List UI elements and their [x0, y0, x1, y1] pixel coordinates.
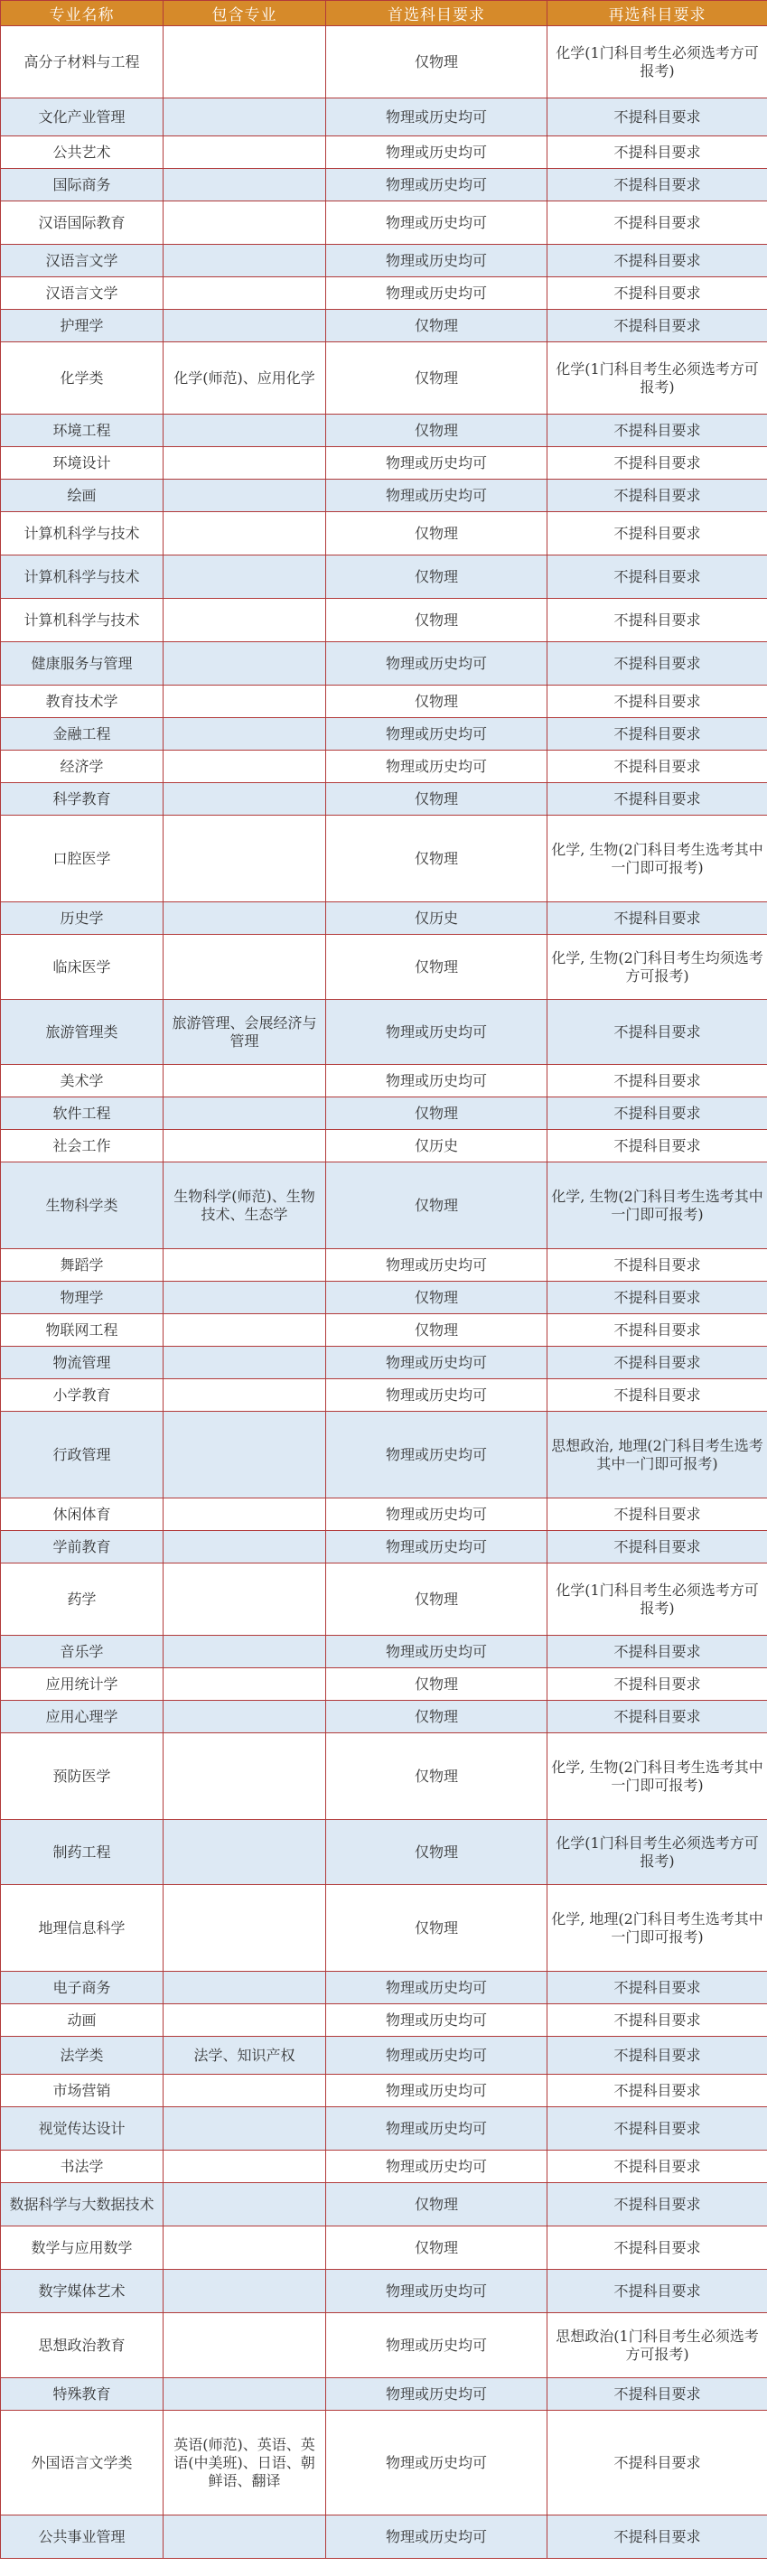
major-name-cell: 思想政治教育: [1, 2313, 164, 2378]
first-subject-cell: 物理或历史均可: [326, 642, 547, 686]
header-second-subject: 再选科目要求: [547, 1, 767, 26]
major-name-cell: 数据科学与大数据技术: [1, 2183, 164, 2226]
major-name-cell: 国际商务: [1, 169, 164, 201]
first-subject-cell: 物理或历史均可: [326, 1972, 547, 2004]
second-subject-cell: 不提科目要求: [547, 310, 767, 342]
first-subject-cell: 仅物理: [326, 816, 547, 902]
second-subject-cell: 不提科目要求: [547, 2378, 767, 2411]
included-majors-cell: [164, 26, 326, 98]
table-row: [1, 1563, 767, 1636]
major-name-cell: 地理信息科学: [1, 1885, 164, 1972]
table-row: [1, 342, 767, 415]
first-subject-cell: 物理或历史均可: [326, 1347, 547, 1379]
second-subject-cell: 不提科目要求: [547, 415, 767, 447]
table-row: [1, 1972, 767, 2004]
included-majors-cell: [164, 783, 326, 816]
major-name-cell: 数学与应用数学: [1, 2226, 164, 2270]
included-majors-cell: [164, 310, 326, 342]
table-row: [1, 1498, 767, 1531]
first-subject-cell: 仅物理: [326, 415, 547, 447]
included-majors-cell: [164, 555, 326, 599]
second-subject-cell: 化学, 生物(2门科目考生均须选考方可报考): [547, 935, 767, 1000]
first-subject-cell: 物理或历史均可: [326, 277, 547, 310]
major-name-cell: 科学教育: [1, 783, 164, 816]
included-majors-cell: 旅游管理、会展经济与管理: [164, 1000, 326, 1065]
table-row: [1, 902, 767, 935]
second-subject-cell: 不提科目要求: [547, 245, 767, 277]
table-row: [1, 512, 767, 555]
included-majors-cell: [164, 136, 326, 169]
second-subject-cell: 化学(1门科目考生必须选考方可报考): [547, 1563, 767, 1636]
table-header-row: [1, 1, 767, 26]
table-row: [1, 1314, 767, 1347]
first-subject-cell: 仅物理: [326, 26, 547, 98]
included-majors-cell: [164, 686, 326, 718]
first-subject-cell: 物理或历史均可: [326, 1379, 547, 1412]
major-name-cell: 数字媒体艺术: [1, 2270, 164, 2313]
major-name-cell: 社会工作: [1, 1130, 164, 1162]
first-subject-cell: 仅历史: [326, 902, 547, 935]
table-row: [1, 1701, 767, 1733]
included-majors-cell: [164, 2183, 326, 2226]
major-name-cell: 市场营销: [1, 2075, 164, 2107]
major-name-cell: 金融工程: [1, 718, 164, 751]
major-name-cell: 美术学: [1, 1065, 164, 1097]
included-majors-cell: 化学(师范)、应用化学: [164, 342, 326, 415]
table-row: [1, 1733, 767, 1820]
first-subject-cell: 物理或历史均可: [326, 751, 547, 783]
second-subject-cell: 不提科目要求: [547, 1249, 767, 1282]
table-row: [1, 1636, 767, 1668]
major-name-cell: 休闲体育: [1, 1498, 164, 1531]
first-subject-cell: 物理或历史均可: [326, 98, 547, 136]
table-row: [1, 1097, 767, 1130]
table-row: [1, 310, 767, 342]
table-row: [1, 555, 767, 599]
included-majors-cell: [164, 1972, 326, 2004]
major-name-cell: 法学类: [1, 2037, 164, 2075]
second-subject-cell: 化学(1门科目考生必须选考方可报考): [547, 342, 767, 415]
table-row: [1, 1065, 767, 1097]
table-row: [1, 1379, 767, 1412]
second-subject-cell: 不提科目要求: [547, 2107, 767, 2151]
major-name-cell: 计算机科学与技术: [1, 599, 164, 642]
table-row: [1, 1249, 767, 1282]
table-row: [1, 2515, 767, 2559]
table-row: [1, 1885, 767, 1972]
included-majors-cell: [164, 1498, 326, 1531]
major-name-cell: 物理学: [1, 1282, 164, 1314]
major-name-cell: 学前教育: [1, 1531, 164, 1563]
second-subject-cell: 不提科目要求: [547, 2151, 767, 2183]
included-majors-cell: [164, 1563, 326, 1636]
table-row: [1, 201, 767, 245]
second-subject-cell: 思想政治, 地理(2门科目考生选考其中一门即可报考): [547, 1412, 767, 1498]
first-subject-cell: 物理或历史均可: [326, 1412, 547, 1498]
major-name-cell: 舞蹈学: [1, 1249, 164, 1282]
first-subject-cell: 物理或历史均可: [326, 1498, 547, 1531]
second-subject-cell: 不提科目要求: [547, 447, 767, 480]
included-majors-cell: [164, 1314, 326, 1347]
major-name-cell: 口腔医学: [1, 816, 164, 902]
included-majors-cell: [164, 2151, 326, 2183]
table-row: [1, 2313, 767, 2378]
first-subject-cell: 仅物理: [326, 783, 547, 816]
first-subject-cell: 物理或历史均可: [326, 201, 547, 245]
second-subject-cell: 化学, 生物(2门科目考生选考其中一门即可报考): [547, 1733, 767, 1820]
included-majors-cell: [164, 1097, 326, 1130]
second-subject-cell: 思想政治(1门科目考生必须选考方可报考): [547, 2313, 767, 2378]
included-majors-cell: [164, 512, 326, 555]
second-subject-cell: 不提科目要求: [547, 751, 767, 783]
table-row: [1, 2037, 767, 2075]
table-row: [1, 169, 767, 201]
second-subject-cell: 不提科目要求: [547, 1000, 767, 1065]
major-name-cell: 公共事业管理: [1, 2515, 164, 2559]
included-majors-cell: [164, 1130, 326, 1162]
first-subject-cell: 仅物理: [326, 555, 547, 599]
first-subject-cell: 仅物理: [326, 2183, 547, 2226]
included-majors-cell: [164, 480, 326, 512]
included-majors-cell: [164, 2004, 326, 2037]
second-subject-cell: 不提科目要求: [547, 902, 767, 935]
second-subject-cell: 不提科目要求: [547, 277, 767, 310]
major-name-cell: 绘画: [1, 480, 164, 512]
second-subject-cell: 不提科目要求: [547, 642, 767, 686]
first-subject-cell: 物理或历史均可: [326, 2515, 547, 2559]
table-row: [1, 415, 767, 447]
table-row: [1, 718, 767, 751]
major-name-cell: 预防医学: [1, 1733, 164, 1820]
first-subject-cell: 仅物理: [326, 512, 547, 555]
included-majors-cell: [164, 1282, 326, 1314]
first-subject-cell: 仅物理: [326, 1282, 547, 1314]
table-row: [1, 1162, 767, 1249]
major-name-cell: 环境工程: [1, 415, 164, 447]
included-majors-cell: 法学、知识产权: [164, 2037, 326, 2075]
first-subject-cell: 物理或历史均可: [326, 2411, 547, 2515]
table-row: [1, 1347, 767, 1379]
table-row: [1, 816, 767, 902]
second-subject-cell: 不提科目要求: [547, 2004, 767, 2037]
first-subject-cell: 物理或历史均可: [326, 1636, 547, 1668]
second-subject-cell: 不提科目要求: [547, 1379, 767, 1412]
table-row: [1, 1820, 767, 1885]
included-majors-cell: [164, 2107, 326, 2151]
second-subject-cell: 不提科目要求: [547, 718, 767, 751]
table-row: [1, 783, 767, 816]
major-name-cell: 物联网工程: [1, 1314, 164, 1347]
major-name-cell: 特殊教育: [1, 2378, 164, 2411]
included-majors-cell: [164, 1412, 326, 1498]
header-included-majors: 包含专业: [164, 1, 326, 26]
table-row: [1, 2004, 767, 2037]
included-majors-cell: [164, 447, 326, 480]
included-majors-cell: [164, 201, 326, 245]
first-subject-cell: 仅物理: [326, 342, 547, 415]
included-majors-cell: [164, 816, 326, 902]
major-name-cell: 文化产业管理: [1, 98, 164, 136]
table-row: [1, 2075, 767, 2107]
first-subject-cell: 仅物理: [326, 1668, 547, 1701]
second-subject-cell: 化学, 生物(2门科目考生选考其中一门即可报考): [547, 816, 767, 902]
second-subject-cell: 不提科目要求: [547, 1347, 767, 1379]
table-row: [1, 98, 767, 136]
major-name-cell: 外国语言文学类: [1, 2411, 164, 2515]
table-row: [1, 2183, 767, 2226]
table-row: [1, 1668, 767, 1701]
major-name-cell: 化学类: [1, 342, 164, 415]
included-majors-cell: [164, 751, 326, 783]
major-name-cell: 小学教育: [1, 1379, 164, 1412]
second-subject-cell: 化学(1门科目考生必须选考方可报考): [547, 1820, 767, 1885]
table-row: [1, 1000, 767, 1065]
second-subject-cell: 不提科目要求: [547, 2226, 767, 2270]
included-majors-cell: [164, 415, 326, 447]
second-subject-cell: 化学(1门科目考生必须选考方可报考): [547, 26, 767, 98]
table-row: [1, 642, 767, 686]
major-name-cell: 音乐学: [1, 1636, 164, 1668]
second-subject-cell: 不提科目要求: [547, 1531, 767, 1563]
table-row: [1, 2226, 767, 2270]
first-subject-cell: 仅物理: [326, 2226, 547, 2270]
table-row: [1, 136, 767, 169]
first-subject-cell: 仅物理: [326, 310, 547, 342]
first-subject-cell: 物理或历史均可: [326, 718, 547, 751]
first-subject-cell: 物理或历史均可: [326, 2270, 547, 2313]
included-majors-cell: [164, 2075, 326, 2107]
second-subject-cell: 不提科目要求: [547, 1668, 767, 1701]
major-name-cell: 应用心理学: [1, 1701, 164, 1733]
table-row: [1, 599, 767, 642]
second-subject-cell: 不提科目要求: [547, 1065, 767, 1097]
included-majors-cell: [164, 642, 326, 686]
first-subject-cell: 仅物理: [326, 935, 547, 1000]
first-subject-cell: 仅物理: [326, 1563, 547, 1636]
included-majors-cell: [164, 1531, 326, 1563]
second-subject-cell: 不提科目要求: [547, 201, 767, 245]
second-subject-cell: 不提科目要求: [547, 1636, 767, 1668]
major-name-cell: 动画: [1, 2004, 164, 2037]
included-majors-cell: [164, 245, 326, 277]
included-majors-cell: [164, 2226, 326, 2270]
table-row: [1, 2378, 767, 2411]
second-subject-cell: 不提科目要求: [547, 1498, 767, 1531]
included-majors-cell: 生物科学(师范)、生物技术、生态学: [164, 1162, 326, 1249]
first-subject-cell: 仅物理: [326, 1314, 547, 1347]
second-subject-cell: 不提科目要求: [547, 2183, 767, 2226]
included-majors-cell: [164, 1701, 326, 1733]
major-name-cell: 高分子材料与工程: [1, 26, 164, 98]
first-subject-cell: 仅物理: [326, 686, 547, 718]
first-subject-cell: 仅物理: [326, 1097, 547, 1130]
second-subject-cell: 不提科目要求: [547, 2075, 767, 2107]
second-subject-cell: 不提科目要求: [547, 1314, 767, 1347]
second-subject-cell: 不提科目要求: [547, 1972, 767, 2004]
second-subject-cell: 不提科目要求: [547, 512, 767, 555]
second-subject-cell: 不提科目要求: [547, 2515, 767, 2559]
major-name-cell: 电子商务: [1, 1972, 164, 2004]
major-name-cell: 制药工程: [1, 1820, 164, 1885]
first-subject-cell: 物理或历史均可: [326, 2075, 547, 2107]
table-row: [1, 935, 767, 1000]
included-majors-cell: [164, 1636, 326, 1668]
first-subject-cell: 物理或历史均可: [326, 245, 547, 277]
table-row: [1, 751, 767, 783]
major-name-cell: 药学: [1, 1563, 164, 1636]
second-subject-cell: 化学, 生物(2门科目考生选考其中一门即可报考): [547, 1162, 767, 1249]
first-subject-cell: 物理或历史均可: [326, 2151, 547, 2183]
header-major-name: 专业名称: [1, 1, 164, 26]
second-subject-cell: 不提科目要求: [547, 783, 767, 816]
second-subject-cell: 不提科目要求: [547, 2270, 767, 2313]
table-row: [1, 277, 767, 310]
first-subject-cell: 仅物理: [326, 1162, 547, 1249]
included-majors-cell: [164, 902, 326, 935]
table-row: [1, 1412, 767, 1498]
second-subject-cell: 不提科目要求: [547, 1282, 767, 1314]
major-name-cell: 临床医学: [1, 935, 164, 1000]
included-majors-cell: [164, 1249, 326, 1282]
included-majors-cell: [164, 1347, 326, 1379]
included-majors-cell: [164, 599, 326, 642]
included-majors-cell: [164, 277, 326, 310]
included-majors-cell: [164, 98, 326, 136]
second-subject-cell: 不提科目要求: [547, 555, 767, 599]
second-subject-cell: 不提科目要求: [547, 686, 767, 718]
included-majors-cell: [164, 2270, 326, 2313]
first-subject-cell: 物理或历史均可: [326, 480, 547, 512]
major-name-cell: 环境设计: [1, 447, 164, 480]
first-subject-cell: 物理或历史均可: [326, 447, 547, 480]
second-subject-cell: 不提科目要求: [547, 1701, 767, 1733]
major-name-cell: 汉语国际教育: [1, 201, 164, 245]
included-majors-cell: [164, 1733, 326, 1820]
major-name-cell: 历史学: [1, 902, 164, 935]
included-majors-cell: [164, 1820, 326, 1885]
major-name-cell: 生物科学类: [1, 1162, 164, 1249]
included-majors-cell: 英语(师范)、英语、英语(中美班)、日语、朝鲜语、翻译: [164, 2411, 326, 2515]
first-subject-cell: 仅物理: [326, 1701, 547, 1733]
included-majors-cell: [164, 2313, 326, 2378]
major-name-cell: 物流管理: [1, 1347, 164, 1379]
table-row: [1, 447, 767, 480]
table-row: [1, 2151, 767, 2183]
second-subject-cell: 不提科目要求: [547, 1097, 767, 1130]
major-name-cell: 公共艺术: [1, 136, 164, 169]
major-name-cell: 护理学: [1, 310, 164, 342]
second-subject-cell: 不提科目要求: [547, 480, 767, 512]
table-row: [1, 1282, 767, 1314]
major-name-cell: 健康服务与管理: [1, 642, 164, 686]
major-name-cell: 汉语言文学: [1, 277, 164, 310]
included-majors-cell: [164, 1379, 326, 1412]
first-subject-cell: 物理或历史均可: [326, 2107, 547, 2151]
included-majors-cell: [164, 169, 326, 201]
second-subject-cell: 化学, 地理(2门科目考生选考其中一门即可报考): [547, 1885, 767, 1972]
major-name-cell: 计算机科学与技术: [1, 512, 164, 555]
first-subject-cell: 仅物理: [326, 1820, 547, 1885]
included-majors-cell: [164, 2515, 326, 2559]
second-subject-cell: 不提科目要求: [547, 169, 767, 201]
table-body: [1, 26, 767, 2559]
table-row: [1, 1130, 767, 1162]
second-subject-cell: 不提科目要求: [547, 1130, 767, 1162]
major-name-cell: 软件工程: [1, 1097, 164, 1130]
table-row: [1, 26, 767, 98]
major-name-cell: 经济学: [1, 751, 164, 783]
second-subject-cell: 不提科目要求: [547, 2411, 767, 2515]
first-subject-cell: 仅物理: [326, 1885, 547, 1972]
included-majors-cell: [164, 1065, 326, 1097]
first-subject-cell: 物理或历史均可: [326, 2004, 547, 2037]
included-majors-cell: [164, 1885, 326, 1972]
included-majors-cell: [164, 718, 326, 751]
first-subject-cell: 仅物理: [326, 1733, 547, 1820]
major-name-cell: 旅游管理类: [1, 1000, 164, 1065]
first-subject-cell: 物理或历史均可: [326, 1531, 547, 1563]
first-subject-cell: 物理或历史均可: [326, 169, 547, 201]
major-name-cell: 应用统计学: [1, 1668, 164, 1701]
major-name-cell: 汉语言文学: [1, 245, 164, 277]
first-subject-cell: 仅物理: [326, 599, 547, 642]
major-name-cell: 行政管理: [1, 1412, 164, 1498]
major-name-cell: 视觉传达设计: [1, 2107, 164, 2151]
table-row: [1, 2411, 767, 2515]
table-row: [1, 686, 767, 718]
second-subject-cell: 不提科目要求: [547, 599, 767, 642]
included-majors-cell: [164, 1668, 326, 1701]
major-name-cell: 计算机科学与技术: [1, 555, 164, 599]
included-majors-cell: [164, 2378, 326, 2411]
first-subject-cell: 物理或历史均可: [326, 136, 547, 169]
table-row: [1, 480, 767, 512]
major-name-cell: 书法学: [1, 2151, 164, 2183]
table-row: [1, 2107, 767, 2151]
first-subject-cell: 物理或历史均可: [326, 1000, 547, 1065]
first-subject-cell: 物理或历史均可: [326, 1249, 547, 1282]
included-majors-cell: [164, 935, 326, 1000]
first-subject-cell: 物理或历史均可: [326, 2313, 547, 2378]
table-row: [1, 245, 767, 277]
first-subject-cell: 仅历史: [326, 1130, 547, 1162]
table-row: [1, 2270, 767, 2313]
major-name-cell: 教育技术学: [1, 686, 164, 718]
table-row: [1, 1531, 767, 1563]
first-subject-cell: 物理或历史均可: [326, 2378, 547, 2411]
first-subject-cell: 物理或历史均可: [326, 2037, 547, 2075]
first-subject-cell: 物理或历史均可: [326, 1065, 547, 1097]
second-subject-cell: 不提科目要求: [547, 98, 767, 136]
second-subject-cell: 不提科目要求: [547, 2037, 767, 2075]
header-first-subject: 首选科目要求: [326, 1, 547, 26]
second-subject-cell: 不提科目要求: [547, 136, 767, 169]
